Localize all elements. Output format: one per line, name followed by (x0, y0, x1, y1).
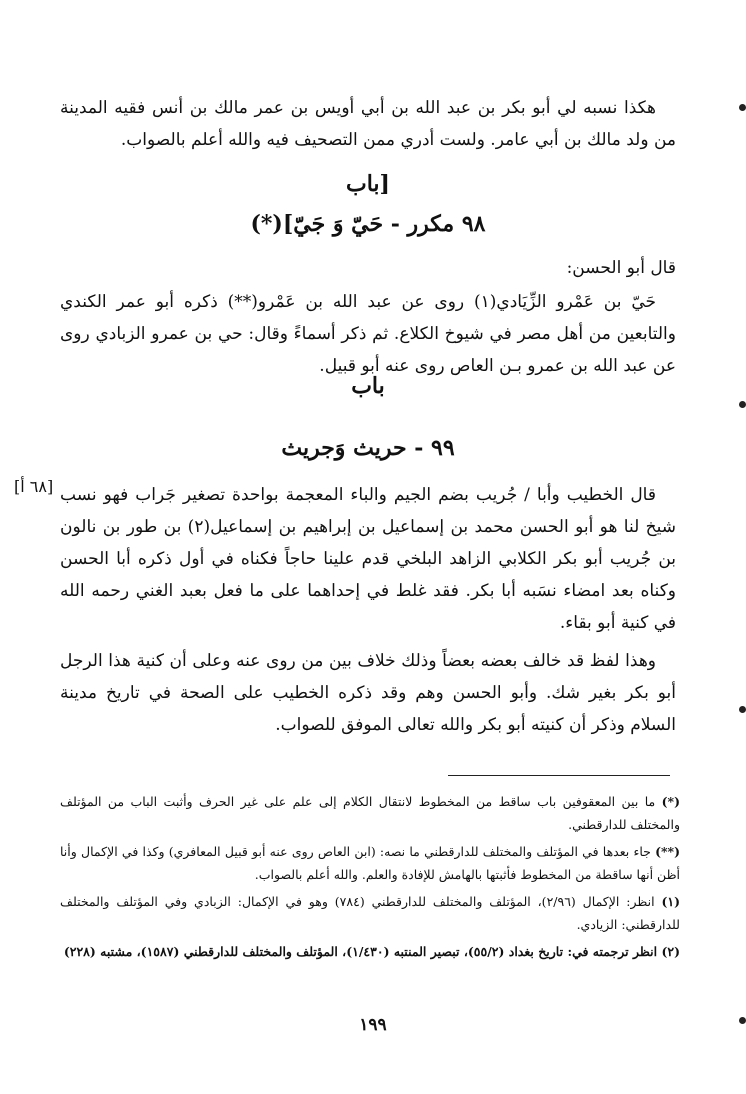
margin-folio-note: [٦٨ أ] (14, 477, 54, 496)
footnote-1-mark: (١) (661, 894, 680, 909)
qala-line (60, 252, 676, 284)
paragraph-3: قال الخطيب وأبا / جُريب بضم الجيم والباء المعجمة بواحدة تصغير جَراب فهو نسب شيخ لنا هو أبو الحسن محمد بن إسماعيل بن إبراهيم بن إسماعيل(٢) بن طور بن نالون بن جُريب أبو بكر الكلابي الزاهد البلخي قدم علينا حاجاً فكناه في أول ذكره أبا الحسن وكناه بعد امضاء نسَبه أبا بكر. فقد غلط في إحداهما على ما فعل بعبد الغني رحمه الله في كنية أبو بقاء. (60, 485, 676, 633)
heading-bab-2: باب (351, 373, 385, 399)
footnotes (60, 790, 680, 967)
page-number: ١٩٩ (359, 1015, 387, 1035)
scan-edge-mark (739, 104, 746, 111)
heading-entry-98: ٩٨ مكرر - حَيّ وَ جَيّ](*) (250, 211, 486, 237)
scan-edge-mark (739, 706, 746, 713)
qala-text: قال أبو الحسن: (566, 258, 676, 278)
scan-edge-mark (739, 1017, 746, 1024)
footnote-1-text: انظر: الإكمال (٢/٩٦)، المؤتلف والمختلف للدارقطني (٧٨٤) وهو في الإكمال: الزبادي وفي المؤتلف والمختلف للدارقطني: الزيادي. (60, 894, 680, 932)
paragraph-1: هكذا نسبه لي أبو بكر بن عبد الله بن أبي أويس بن عمر مالك بن أنس فقيه المدينة من ولد مالك بن أبي عامر. ولست أدري ممن التصحيف فيه والله أعلم بالصواب. (60, 98, 676, 150)
footnote-double-star-text: جاء بعدها في المؤتلف والمختلف للدارقطني ما نصه: (ابن العاص روى عنه أبو قبيل المعافري) وكذا في الإكمال وأنا أظن أنها ساقطة من المخطوط فأثبتها بالهامش للإفادة والعلم. والله أعلم بالصواب. (60, 844, 680, 882)
footnote-1 (60, 890, 680, 936)
footnote-separator (448, 775, 670, 776)
footnote-double-star-mark: (**) (655, 844, 680, 859)
paragraph-3-block (60, 479, 676, 639)
scan-edge-mark (739, 401, 746, 408)
heading-bab-1: [باب (346, 171, 390, 197)
main-text (60, 92, 676, 156)
footnote-2-mark: (٢) (661, 944, 680, 959)
footnote-2-text: انظر ترجمته في: تاريخ بغداد (٥٥/٢)، تبصير المنتبه (١/٤٣٠)، المؤتلف والمختلف للدارقطني (١٥٨٧)، مشتبه (٢٢٨) (63, 944, 658, 959)
paragraph-4-block (60, 645, 676, 741)
footnote-star (60, 790, 680, 836)
footnote-double-star (60, 840, 680, 886)
paragraph-2: حَيّ بن عَمْرو الزِّيَادي(١) روى عن عبد الله بن عَمْرو(**) ذكره أبو عمر الكندي والتابعين من أهل مصر في شيوخ الكلاع. ثم ذكر أسماءً وقال: حي بن عمرو الزبادي روى عن عبد الله بن عمرو بـن العاص روى عنه أبو قبيل. (60, 292, 676, 376)
paragraph-4: وهذا لفظ قد خالف بعضه بعضاً وذلك خلاف بين من روى عنه وعلى أن كنية هذا الرجل أبو بكر بغير شك. وأبو الحسن وهم وقد ذكره الخطيب على الصحة في تاريخ مدينة السلام وذكر أن كنيته أبو بكر والله تعالى الموفق للصواب. (60, 651, 676, 735)
paragraph-2-block (60, 286, 676, 382)
footnote-star-text: ما بين المعقوفين باب ساقط من المخطوط لانتقال الكلام إلى علم على غير الحرف وأثبت الباب من المؤتلف والمختلف للدارقطني. (60, 794, 680, 832)
footnote-star-mark: (*) (661, 794, 680, 809)
footnote-2 (60, 940, 680, 963)
heading-entry-99: ٩٩ - حريث وَجريث (281, 435, 455, 461)
